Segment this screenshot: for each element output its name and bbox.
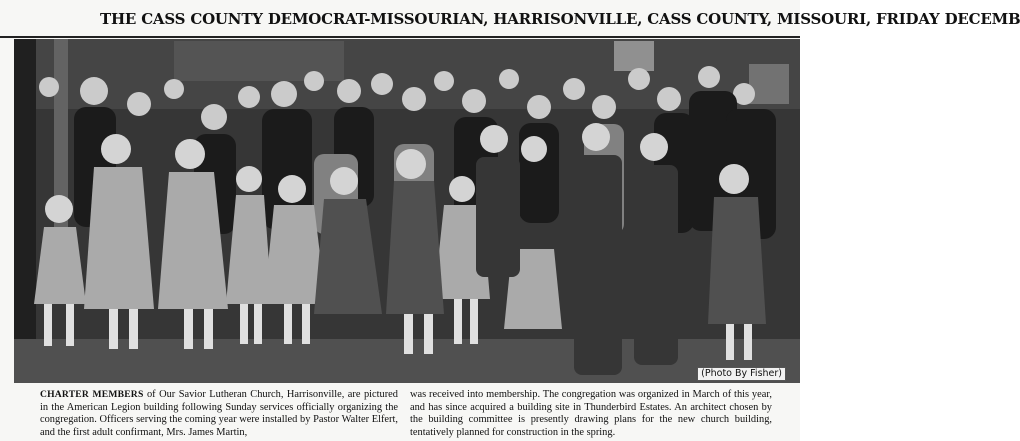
caption-column-right: [410, 389, 772, 439]
group-photo-illustration: [14, 39, 800, 383]
group-photo: [14, 39, 800, 383]
caption-left-text: of Our Savior Lutheran Church, Harrisonville, are pictured in the American Legion building following Sunday services officially organizing the congregation. Officers serving the coming year were installed by Pastor Walter Elfert, and the first adult confirmant, Mrs. James Martin,: [40, 389, 398, 438]
caption-right-text: was received into membership. The congregation was organized in March of this year, and has since acquired a building site in Thunderbird Estates. An architect chosen by the building committee is presently drawing plans for the new church building, tentatively planned for construction in the spring.: [410, 389, 772, 438]
photo-credit: (Photo By Fisher): [697, 367, 786, 381]
masthead-rule: [0, 36, 800, 38]
newspaper-masthead: THE CASS COUNTY DEMOCRAT-MISSOURIAN, HARRISONVILLE, CASS COUNTY, MISSOURI, FRIDAY DECEMB: [100, 10, 1020, 28]
caption-column-left: [40, 389, 398, 439]
caption-lead: CHARTER MEMBERS: [40, 389, 144, 400]
